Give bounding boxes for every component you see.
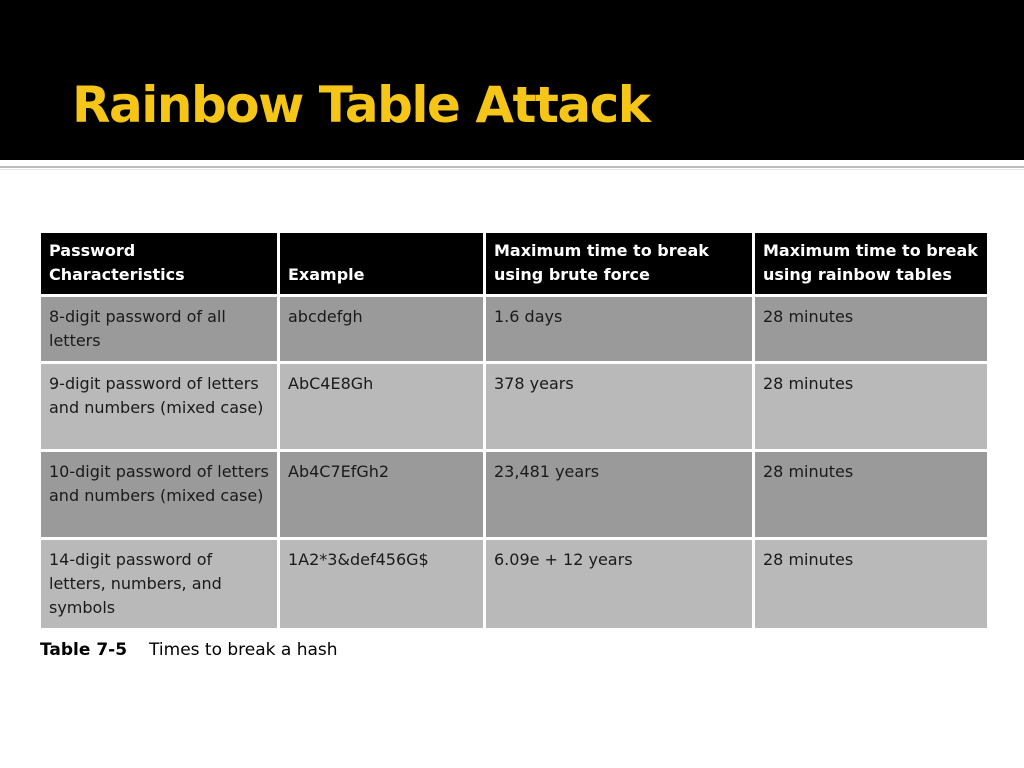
cell-rainbow: 28 minutes: [755, 452, 987, 537]
cell-brute-force: 23,481 years: [486, 452, 752, 537]
divider-line-light: [0, 169, 1024, 170]
table-caption: [40, 640, 338, 660]
cell-example: Ab4C7EfGh2: [280, 452, 483, 537]
header-password-characteristics: Password Characteristics: [41, 233, 277, 294]
header-brute-force-time: Maximum time to break using brute force: [486, 233, 752, 294]
table-row: [41, 364, 987, 449]
header-rainbow-table-time: Maximum time to break using rainbow tables: [755, 233, 987, 294]
cell-rainbow: 28 minutes: [755, 364, 987, 449]
cell-rainbow: 28 minutes: [755, 297, 987, 361]
table-header-row: [41, 233, 987, 294]
table-row: [41, 540, 987, 628]
cell-example: 1A2*3&def456G$: [280, 540, 483, 628]
table-caption-number: Table 7-5: [40, 640, 128, 660]
cell-characteristics: 9-digit password of letters and numbers (mixed case): [41, 364, 277, 449]
cell-characteristics: 14-digit password of letters, numbers, and symbols: [41, 540, 277, 628]
cell-characteristics: 10-digit password of letters and numbers (mixed case): [41, 452, 277, 537]
slide-title: Rainbow Table Attack: [72, 76, 650, 134]
divider-line: [0, 166, 1024, 168]
header-example: Example: [280, 233, 483, 294]
table-caption-text: Times to break a hash: [149, 640, 338, 660]
table-row: [41, 297, 987, 361]
cell-brute-force: 6.09e + 12 years: [486, 540, 752, 628]
password-break-table: [38, 230, 990, 631]
cell-example: AbC4E8Gh: [280, 364, 483, 449]
cell-characteristics: 8-digit password of all letters: [41, 297, 277, 361]
title-bar: [0, 0, 1024, 160]
cell-rainbow: 28 minutes: [755, 540, 987, 628]
cell-brute-force: 378 years: [486, 364, 752, 449]
table-row: [41, 452, 987, 537]
cell-example: abcdefgh: [280, 297, 483, 361]
cell-brute-force: 1.6 days: [486, 297, 752, 361]
